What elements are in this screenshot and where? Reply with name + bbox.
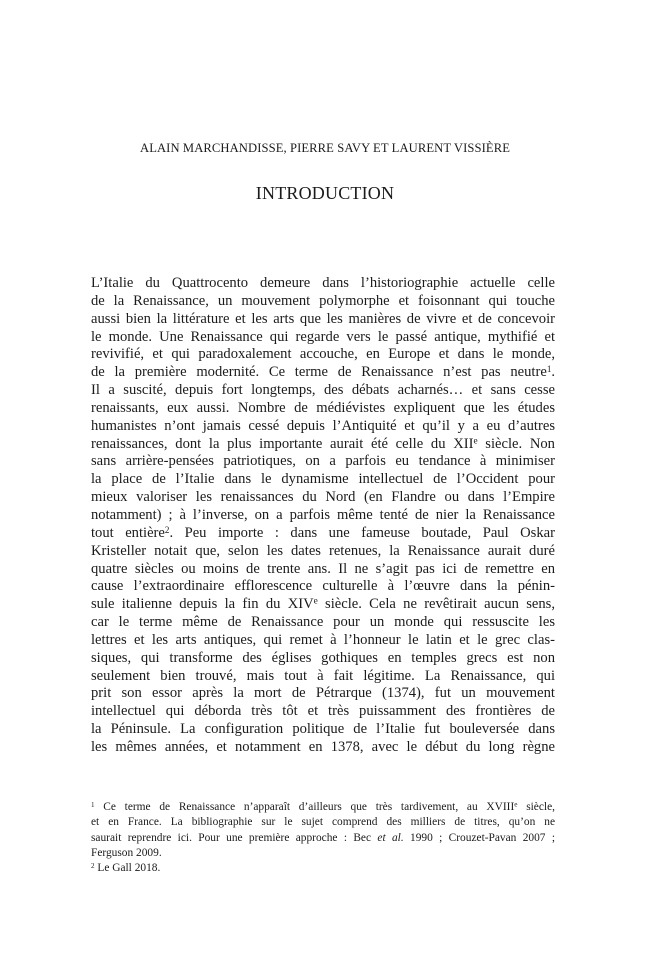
body-text-run: de la première modernité. Ce terme de Renaissance n’est pas neutre [91,364,547,381]
body-line: la Péninsule. La configuration politique de l’Italie fut bouleversée dans [91,721,555,738]
footnote-1-line: et en France. La bibliographie sur le sujet comprend des milliers de titres, qu’on ne [91,816,555,829]
body-line: renaissants, eux aussi. Nombre de médiévistes expliquent que les études [91,399,555,416]
body-line: le monde. Une Renaissance qui regarde vers le passé antique, mythifié et [91,328,555,345]
footnote-text-run: 1990 ; Crouzet-Pavan 2007 ; [403,831,555,844]
body-line: de la Renaissance, un mouvement polymorphe et foisonnant qui touche [91,292,555,309]
footnote-ref-1[interactable]: 1 [546,364,552,375]
body-line: prit son essor après la mort de Pétrarque (1374), fut un mouvement [91,685,555,702]
footnote-number-1: 1 [91,800,95,809]
body-line: les mêmes années, et notamment en 1378, avec le début du long règne [91,738,555,755]
body-line: mieux valoriser les renaissances du Nord (en Flandre ou dans l’Empire [91,489,555,506]
body-text-run: . Peu importe : dans une fameuse boutade, Paul Oskar [169,524,555,541]
body-line: sans arrière-pensées patriotiques, on a parfois eu tendance à minimiser [91,453,555,470]
body-line [91,525,555,543]
body-line: notamment) ; à l’inverse, on a parfois même tenté de nier la Renaissance [91,506,555,523]
body-line: revivifié, et qui paradoxalement accouche, en Europe et dans le monde, [91,346,555,363]
running-header-authors: ALAIN MARCHANDISSE, PIERRE SAVY ET LAURENT VISSIÈRE [140,141,510,155]
body-line: lettres et les arts antiques, qui remet à l’honneur le latin et le grec clas- [91,631,555,648]
body-line: humanistes n’ont jamais cessé depuis l’Antiquité et qu’il y a eu d’autres [91,417,555,434]
footnote-text-run: siècle, [517,801,555,813]
body-line: cause l’extraordinaire efflorescence culturelle à l’œuvre dans la pénin- [91,578,555,595]
footnote-text-run: Ce terme de Renaissance n’apparaît d’ailleurs que très tardivement, au XVIII [94,801,515,813]
footnote-number-2: 2 [91,862,95,871]
body-line: seulement bien trouvé, mais tout à fait légitime. La Renaissance, qui [91,667,555,684]
footnote-text-run: Le Gall 2018. [94,862,161,875]
body-line [91,436,555,454]
body-text-run: siècle. Non [477,435,555,452]
body-text-run: . [551,364,555,381]
body-line [91,596,555,614]
body-line: quatre siècles ou moins de trente ans. Il ne s’agit pas ici de remettre en [91,560,555,577]
body-line [91,364,555,382]
century-superscript: e [473,435,478,446]
footnote-2-line [91,861,555,876]
footnotes [91,800,555,876]
body-line: aussi bien la littérature et les arts que les manières de vivre et de concevoir [91,310,555,327]
body-line: Kristeller notait que, selon les dates retenues, la Renaissance aurait duré [91,542,555,559]
body-text-run: tout entière [91,524,165,541]
footnote-1-line [91,800,555,815]
chapter-title: INTRODUCTION [255,183,395,203]
body-text [91,275,555,757]
footnote-text-run: saurait reprendre ici. Pour une première approche : Bec [91,831,378,844]
body-line: car le terme même de Renaissance pour un monde qui ressuscite les [91,614,555,631]
body-line: la place de l’Italie dans le dynamisme intellectuel de l’Occident pour [91,471,555,488]
footnote-italic-run: et al. [377,831,404,844]
body-line: siques, qui transforme des églises gothiques en temples grecs est non [91,649,555,666]
body-line: Il a suscité, depuis fort longtemps, des débats acharnés… et sans cesse [91,382,555,399]
body-line: intellectuel qui déborda très tôt et très puissamment des frontières de [91,703,555,720]
footnote-1-line: Ferguson 2009. [91,846,162,859]
body-line: L’Italie du Quattrocento demeure dans l’historiographie actuelle celle [91,275,555,291]
body-text-run: sule italienne depuis la fin du XIV [91,596,314,613]
body-text-run: siècle. Cela ne revêtirait aucun sens, [317,596,555,613]
century-superscript: e [313,596,318,607]
footnote-ref-2[interactable]: 2 [164,524,170,535]
century-superscript: e [514,800,518,809]
body-text-run: renaissances, dont la plus importante aurait été celle du XII [91,435,474,452]
footnote-1-line [91,831,555,846]
